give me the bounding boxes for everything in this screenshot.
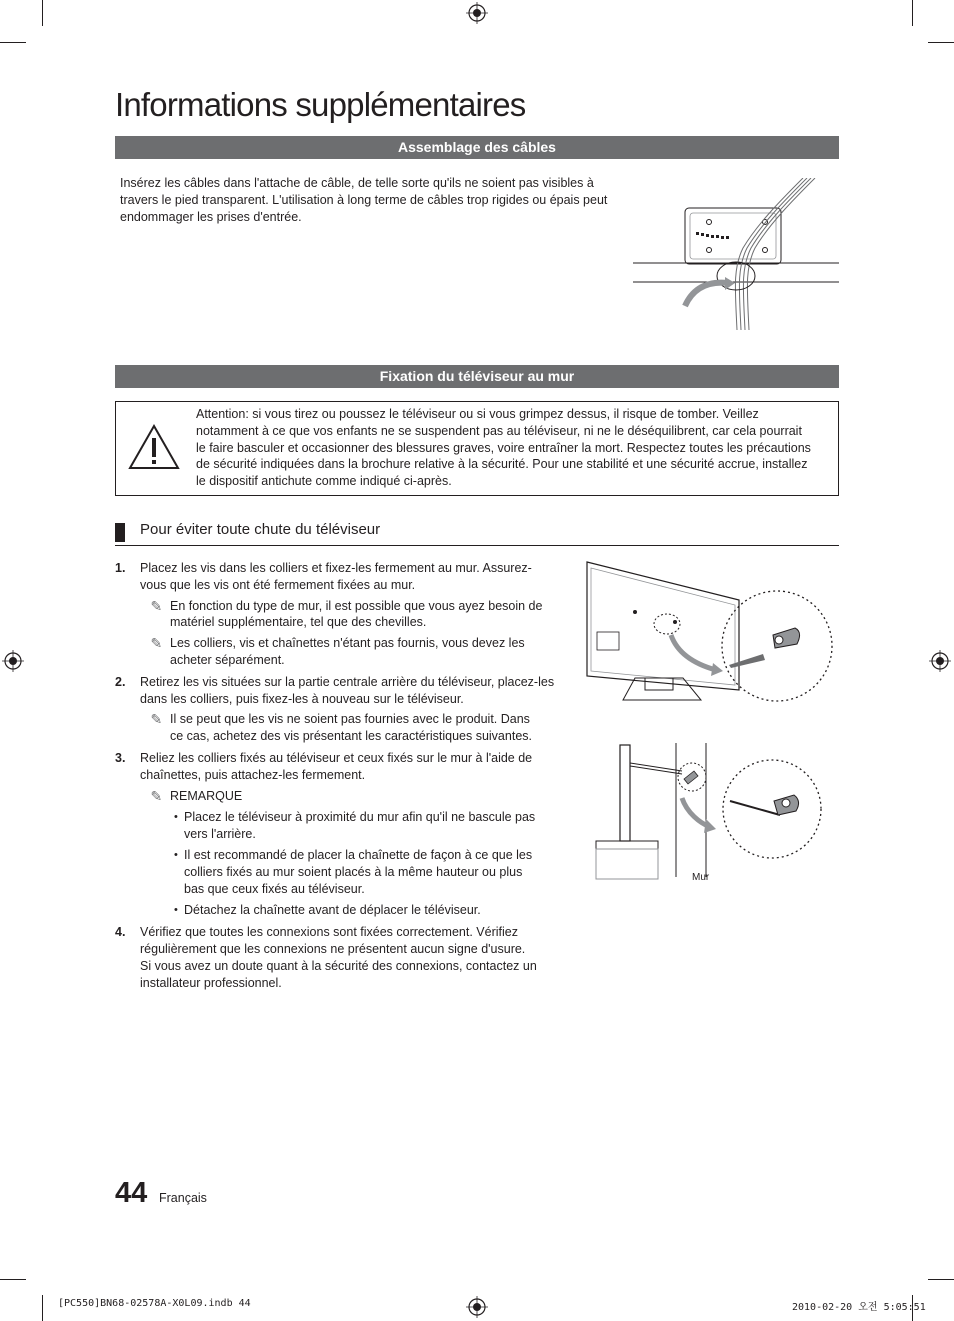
cable-assembly-illustration <box>633 178 839 330</box>
bullet-icon: • <box>174 848 184 861</box>
footer-date: 2010-02-20 오전 5:05:51 <box>792 1302 926 1313</box>
steps-list <box>115 560 565 991</box>
note-pencil-icon: ✎ <box>150 597 170 614</box>
list-item: 3. Reliez les colliers fixés au téléviseur et ceux fixés sur le mur à l'aide de chaînettes, puis attachez-les fermement. <box>115 750 533 782</box>
bullet-item: • Placez le téléviseur à proximité du mur afin qu'il ne bascule pas vers l'arrière. <box>115 809 565 843</box>
footer-file: [PC550]BN68-02578A-X0L09.indb 44 <box>58 1298 251 1309</box>
section-heading-wall-mount: Fixation du téléviseur au mur <box>115 365 839 388</box>
wall-label: Mur <box>692 872 710 883</box>
note-item: ✎ En fonction du type de mur, il est possible que vous ayez besoin de matériel supplémentaire, tel que des chevilles. <box>115 598 565 632</box>
crop-mark <box>928 42 954 43</box>
list-item: 1. Placez les vis dans les colliers et fixez-les fermement au mur. Assurez- vous que les vis ont été fermement fixées au mur. <box>115 561 532 592</box>
warning-box <box>115 401 839 496</box>
heading-marker <box>115 523 125 542</box>
subsection-heading <box>115 520 839 546</box>
warning-label: Attention <box>196 407 246 421</box>
remark-item <box>115 788 565 805</box>
remark-label: REMARQUE <box>170 788 243 803</box>
crop-mark <box>912 0 913 26</box>
list-item: 2. Retirez les vis situées sur la partie centrale arrière du téléviseur, placez-les dans les colliers, puis fixez-les à nouveau sur le téléviseur. <box>115 674 555 706</box>
bullet-item: • Il est recommandé de placer la chaînette de façon à ce que les colliers fixés au mur soient placés à la même hauteur ou plus bas que ceux fixés au téléviseur. <box>115 847 565 897</box>
list-item: 4. Vérifiez que toutes les connexions sont fixées correctement. Vérifiez régulièrement que les connexions ne présentent aucun signe d'usure. Si vous avez un doute quant à la sécurité des connexions, contactez un installateur professionnel. <box>115 925 537 990</box>
language-label: Français <box>159 1191 207 1205</box>
bullet-item: • Détachez la chaînette avant de déplacer le téléviseur. <box>115 902 565 919</box>
registration-mark-icon <box>466 1296 488 1318</box>
bullet-icon: • <box>174 811 184 824</box>
registration-mark-icon <box>466 2 488 24</box>
page-title: Informations supplémentaires <box>115 86 526 123</box>
crop-mark <box>928 1279 954 1280</box>
registration-mark-icon <box>929 650 951 672</box>
crop-mark <box>42 0 43 26</box>
note-pencil-icon: ✎ <box>150 711 170 728</box>
note-item: ✎ Il se peut que les vis ne soient pas fournies avec le produit. Dans ce cas, achetez des vis présentant les caractéristiques suivantes. <box>115 711 565 745</box>
note-pencil-icon: ✎ <box>150 787 170 804</box>
page-number: 44 <box>115 1177 148 1209</box>
note-pencil-icon: ✎ <box>150 635 170 652</box>
subsection-title: Pour éviter toute chute du téléviseur <box>140 521 381 538</box>
crop-mark <box>0 1279 26 1280</box>
warning-text: Attention: si vous tirez ou poussez le téléviseur ou si vous grimpez dessus, il risque de tomber. Veillez notamment à ce que vos enfants ne se suspendent pas au téléviseur, ni ne le déséquilibrent, car cela pourrait le faire basculer et occasionner des blessures graves, voire entraîner la mort. Respectez toutes les précautions de sécurité indiquées dans la brochure relative à la sécurité. Pour une stabilité et une sécurité accrue, installez le dispositif antichute comme indiqué ci-après. <box>196 407 811 489</box>
note-item: ✎ Les colliers, vis et chaînettes n'étant pas fournis, vous devez les acheter séparément. <box>115 635 565 669</box>
bullet-icon: • <box>174 904 184 917</box>
crop-mark <box>0 42 26 43</box>
tv-wall-side-illustration <box>592 743 822 886</box>
crop-mark <box>42 1295 43 1321</box>
warning-triangle-icon <box>128 424 180 470</box>
cable-instructions: Insérez les câbles dans l'attache de câble, de telle sorte qu'ils ne soient pas visibles à travers le pied transparent. L'utilisation à long terme de câbles trop rigides ou épais peut endommager les prises d'entrée. <box>120 176 608 224</box>
registration-mark-icon <box>2 650 24 672</box>
section-heading-cables: Assemblage des câbles <box>115 136 839 159</box>
tv-bracket-illustration <box>583 560 839 715</box>
